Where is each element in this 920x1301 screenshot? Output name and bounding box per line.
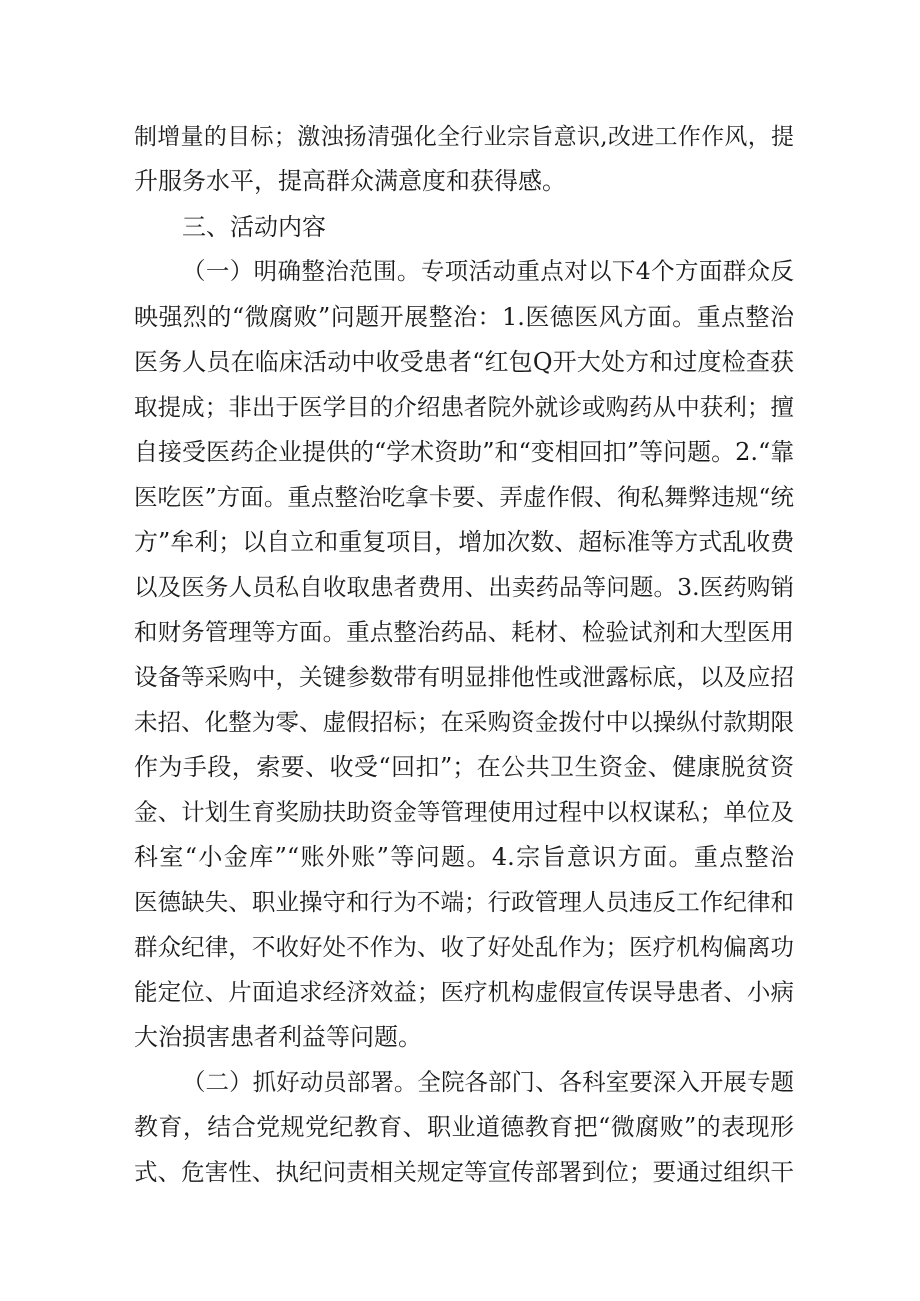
paragraph-line: 能定位、片面追求经济效益；医疗机构虚假宣传误导患者、小病 xyxy=(134,978,794,1006)
paragraph-line: 设备等采购中，关键参数带有明显排他性或泄露标底，以及应招 xyxy=(134,663,794,691)
paragraph-line: 医务人员在临床活动中收受患者“红包Q开大处方和过度检查获 xyxy=(134,348,794,376)
paragraph-line: 教育，结合党规党纪教育、职业道德教育把“微腐败”的表现形 xyxy=(134,1113,794,1141)
paragraph-line: 医吃医”方面。重点整治吃拿卡要、弄虚作假、徇私舞弊违规“统 xyxy=(134,483,794,511)
paragraph-line: 自接受医药企业提供的“学术资助”和“变相回扣”等问题。2.“靠 xyxy=(134,438,795,466)
paragraph-line: 方”牟利；以自立和重复项目，增加次数、超标准等方式乱收费 xyxy=(134,528,795,556)
paragraph-line: 作为手段，索要、收受“回扣”；在公共卫生资金、健康脱贫资 xyxy=(134,753,794,781)
paragraph-line: （一）明确整治范围。专项活动重点对以下4个方面群众反 xyxy=(182,257,794,285)
paragraph-line: （二）抓好动员部署。全院各部门、各科室要深入开展专题 xyxy=(182,1068,794,1096)
section-heading: 三、活动内容 xyxy=(182,213,326,241)
paragraph-line: 取提成；非出于医学目的介绍患者院外就诊或购药从中获利；擅 xyxy=(134,393,794,421)
paragraph-line: 医德缺失、职业操守和行为不端；行政管理人员违反工作纪律和 xyxy=(134,888,794,916)
paragraph-line: 群众纪律，不收好处不作为、收了好处乱作为；医疗机构偏离功 xyxy=(134,933,794,961)
paragraph-line: 未招、化整为零、虚假招标；在采购资金拨付中以操纵付款期限 xyxy=(134,708,794,736)
paragraph-line: 式、危害性、执纪问责相关规定等宣传部署到位；要通过组织干 xyxy=(134,1158,794,1186)
paragraph-line: 升服务水平，提高群众满意度和获得感。 xyxy=(134,167,566,195)
paragraph-line: 科室“小金库”“账外账”等问题。4.宗旨意识方面。重点整治 xyxy=(134,843,794,871)
paragraph-line: 金、计划生育奖励扶助资金等管理使用过程中以权谋私；单位及 xyxy=(134,798,794,826)
paragraph-line: 和财务管理等方面。重点整治药品、耗材、检验试剂和大型医用 xyxy=(134,618,794,646)
paragraph-line: 以及医务人员私自收取患者费用、出卖药品等问题。3.医药购销 xyxy=(134,573,794,601)
paragraph-line: 大治损害患者利益等问题。 xyxy=(134,1023,422,1051)
paragraph-line: 制增量的目标；激浊扬清强化全行业宗旨意识,改进工作作风，提 xyxy=(134,124,794,150)
paragraph-line: 映强烈的“微腐败”问题开展整治：1.医德医风方面。重点整治 xyxy=(134,303,794,331)
